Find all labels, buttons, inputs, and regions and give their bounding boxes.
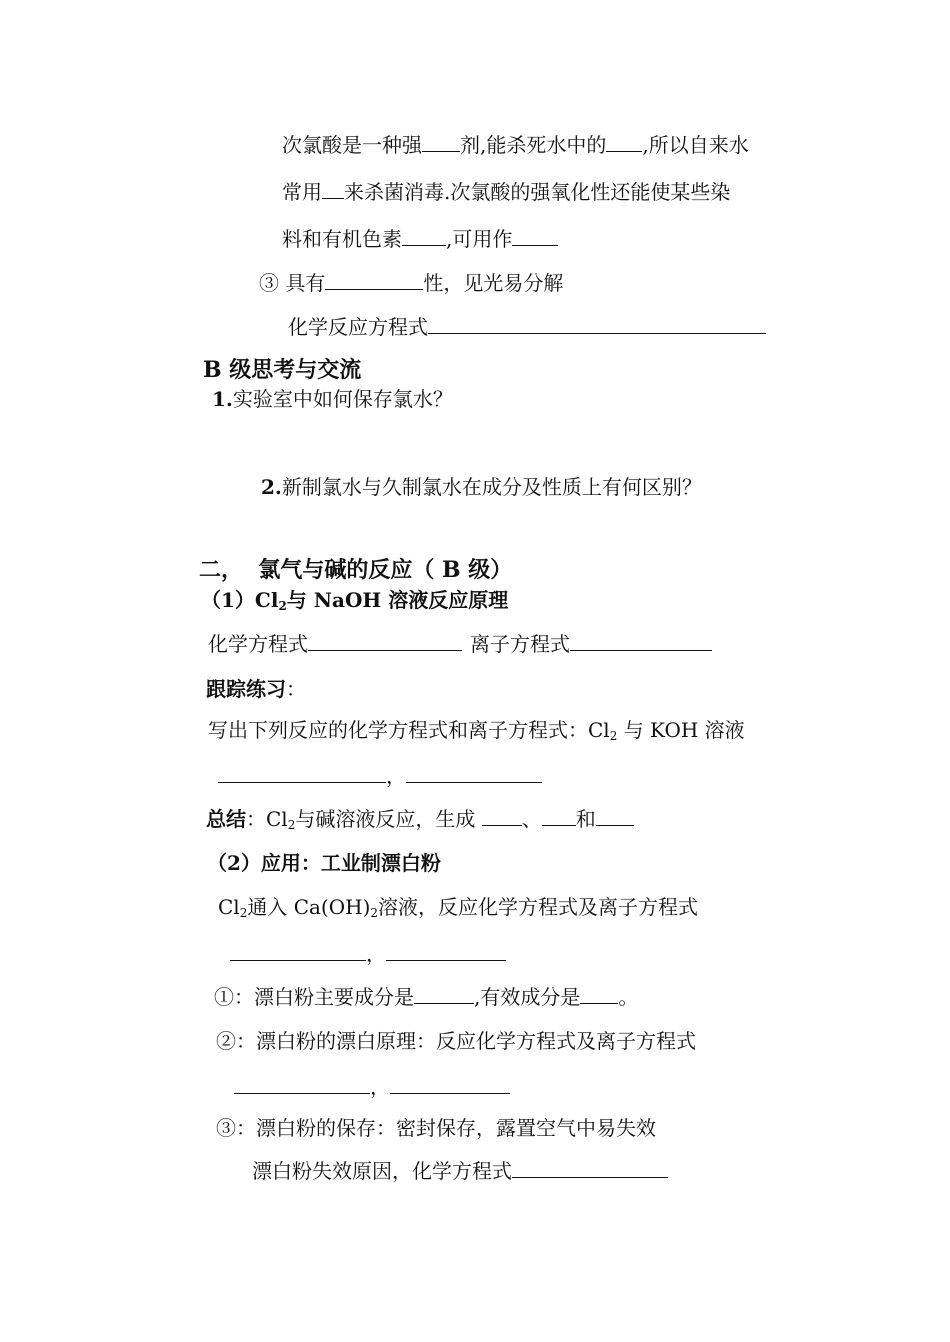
blank	[428, 315, 766, 334]
summary-line	[206, 805, 634, 833]
text: 漂白粉失效原因，化学方程式	[252, 1159, 512, 1183]
paragraph-line	[259, 269, 563, 297]
blank	[386, 942, 506, 961]
text: 次氯酸是一种强	[282, 133, 422, 157]
question-number: 2.	[261, 475, 282, 499]
text: ，	[386, 764, 406, 788]
blank	[390, 1075, 510, 1094]
text: 写出下列反应的化学方程式和离子方程式：Cl	[208, 718, 610, 742]
item-2: ②：漂白粉的漂白原理：反应化学方程式及离子方程式	[216, 1029, 696, 1053]
paragraph-line	[252, 1157, 668, 1185]
text: ,可用作	[446, 227, 513, 251]
blank	[322, 180, 344, 199]
question-text: 新制氯水与久制氯水在成分及性质上有何区别？	[281, 475, 702, 499]
text: 溶液，反应化学方程式及离子方程式	[378, 895, 699, 919]
text: ①：漂白粉主要成分是	[214, 985, 414, 1009]
text: 常用	[282, 180, 322, 204]
item-1	[214, 983, 638, 1011]
blank	[606, 133, 642, 152]
text: 与碱溶液反应，生成	[295, 807, 482, 831]
blank	[234, 1075, 370, 1094]
section-heading: 二， 氯气与碱的反应（ B 级）	[199, 557, 513, 583]
blank	[406, 764, 542, 783]
subscript: 2	[609, 729, 618, 743]
text: 性，见光易分解	[423, 271, 564, 295]
answer-line	[230, 940, 506, 968]
text: Cl	[218, 895, 240, 919]
item-3: ③：漂白粉的保存：密封保存，露置空气中易失效	[216, 1116, 656, 1140]
text: ，	[366, 942, 386, 966]
exercise-text	[208, 716, 745, 744]
blank	[482, 807, 522, 826]
paragraph-line	[282, 178, 730, 206]
text: （1）Cl	[201, 588, 279, 612]
paragraph-line	[218, 893, 698, 921]
text: 与 KOH 溶液	[617, 718, 745, 742]
paragraph-line	[288, 313, 766, 341]
answer-line	[218, 762, 542, 790]
subscript: 2	[278, 599, 287, 613]
text: 。	[618, 985, 639, 1009]
subsection-heading	[201, 586, 508, 614]
question-2	[261, 473, 702, 501]
blank	[422, 133, 460, 152]
text: 总结	[206, 807, 246, 831]
text: ,所以自来水	[642, 133, 749, 157]
blank	[580, 985, 618, 1004]
subscript: 2	[287, 818, 296, 832]
question-1	[212, 385, 453, 413]
subsection-heading: （2）应用：工业制漂白粉	[207, 851, 441, 875]
equation-line	[208, 630, 712, 658]
paragraph-line	[282, 225, 558, 253]
text: 化学方程式	[208, 632, 308, 656]
section-heading: B 级思考与交流	[203, 357, 362, 383]
text: 跟踪练习	[206, 677, 286, 701]
blank	[596, 807, 634, 826]
blank	[512, 227, 558, 246]
text: ：Cl	[246, 807, 288, 831]
exercise-label	[206, 675, 306, 703]
blank	[570, 632, 712, 651]
text: 离子方程式	[470, 632, 570, 656]
text: 通入 Ca(OH)	[247, 895, 371, 919]
text: 化学反应方程式	[288, 315, 428, 339]
text: ③ 具有	[259, 271, 326, 295]
text: 与 NaOH 溶液反应原理	[286, 588, 509, 612]
blank	[230, 942, 366, 961]
text: 料和有机色素	[282, 227, 402, 251]
text: ：	[286, 677, 306, 701]
text: ，	[370, 1075, 390, 1099]
paragraph-line	[282, 131, 749, 159]
blank	[542, 807, 576, 826]
blank	[414, 985, 474, 1004]
text: 剂,能杀死水中的	[460, 133, 607, 157]
answer-line	[234, 1073, 510, 1101]
question-text: 实验室中如何保存氯水？	[232, 387, 453, 411]
text: 、	[521, 807, 542, 831]
question-number: 1.	[212, 387, 233, 411]
blank	[218, 764, 386, 783]
blank	[308, 632, 462, 651]
blank	[402, 227, 446, 246]
subscript: 2	[370, 906, 379, 920]
text: 和	[575, 807, 596, 831]
text: ,有效成分是	[474, 985, 581, 1009]
subscript: 2	[239, 906, 248, 920]
blank	[512, 1159, 668, 1178]
text: 来杀菌消毒.次氯酸的强氧化性还能使某些染	[344, 180, 731, 204]
blank	[325, 271, 423, 290]
